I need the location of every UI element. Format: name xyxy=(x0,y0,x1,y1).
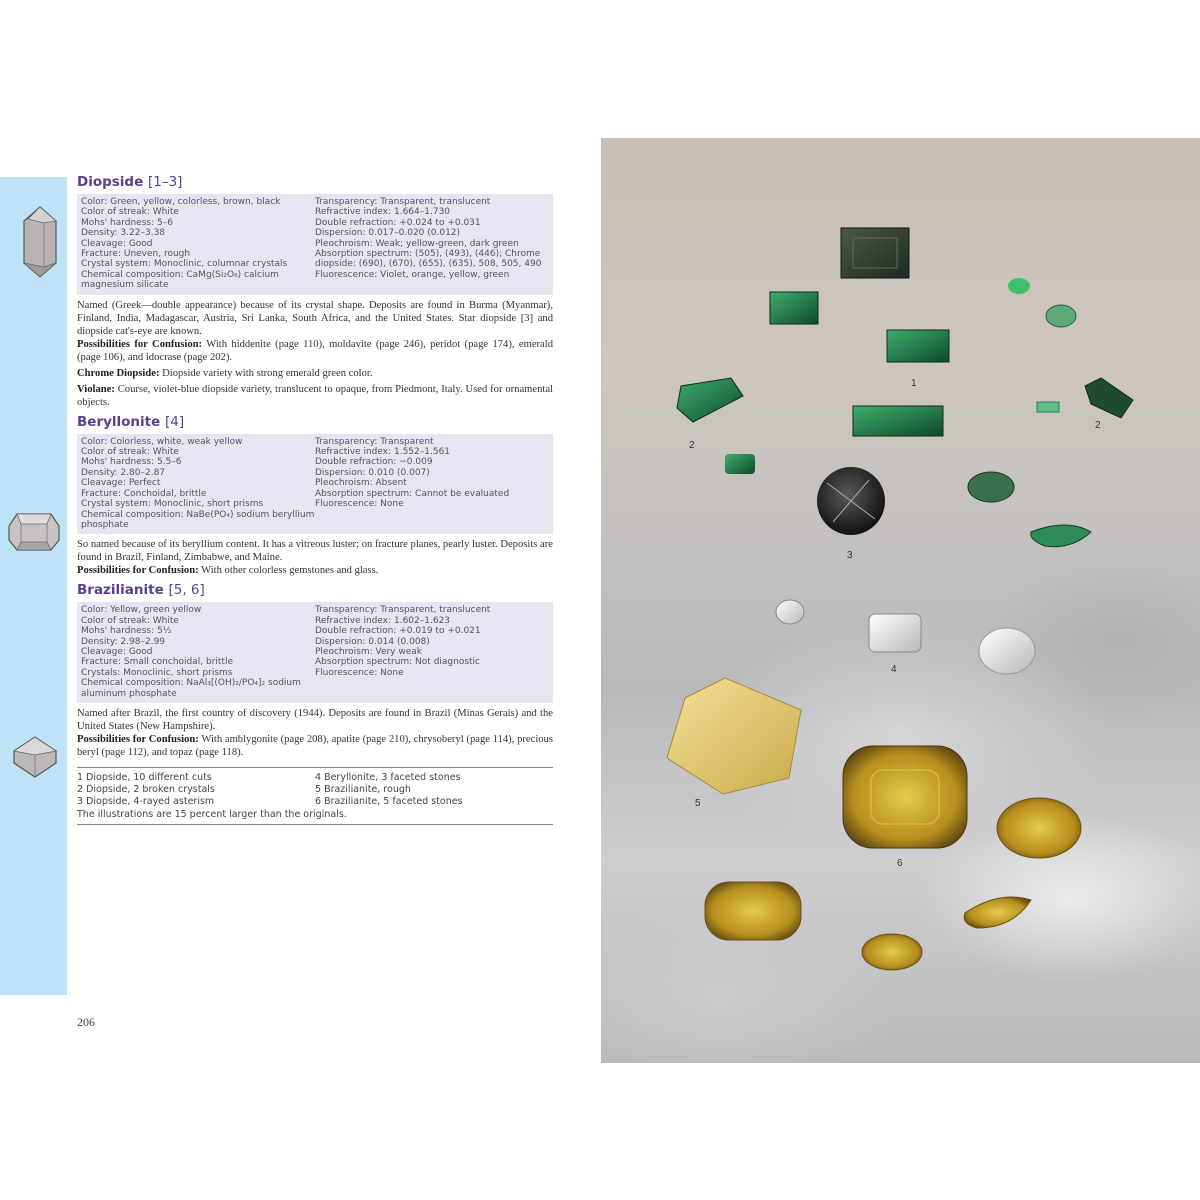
page-number: 206 xyxy=(77,1015,95,1029)
properties-box-diopside xyxy=(77,194,553,295)
properties-box-brazilianite xyxy=(77,602,553,703)
divider xyxy=(77,824,553,825)
divider xyxy=(77,767,553,768)
brazilianite-crystal-drawing xyxy=(10,735,60,779)
properties-right: Transparency: Transparent, translucent Refractive index: 1.664–1.730 Double refraction: +0.024 to +0.031 Dispersion: 0.017–0.020 (0.012) Pleochroism: Weak; yellow-green, dark green Absorption spectrum: (505), (493), (446); Chrome diopside: (690), (670), (655), (635), 508, 505, 490 Fluorescence: Violet, orange, yellow, green xyxy=(315,197,542,280)
section-title-diopside: Diopside [1–3] xyxy=(77,174,183,190)
photo-label-6: 6 xyxy=(897,858,903,869)
description-paragraph: Named (Greek—double appearance) because of its crystal shape. Deposits are found in Burma (Myanmar), Finland, India, Madagascar, Austria, Sri Lanka, South Africa, and the United States. Star diopside [3] and diopside cat's-eye are known. Possibilities for Confusion: With hiddenite (page 110), moldavite (page 246), peridot (page 174), emerald (page 106), and idocrase (page 202). xyxy=(77,299,553,363)
photo-label-2a: 2 xyxy=(689,440,695,451)
photo-label-4: 4 xyxy=(891,664,897,675)
properties-left: Color: Yellow, green yellow Color of streak: White Mohs' hardness: 5½ Density: 2.98–2.99 Cleavage: Good Fracture: Small conchoidal, brittle Crystals: Monoclinic, short prisms Chemical composition: NaAl₃[(OH)₂/PO₄]₂ sodium aluminum phosphate xyxy=(81,605,301,699)
violane-paragraph: Violane: Course, violet-blue diopside variety, translucent to opaque, from Piedmont, Italy. Used for ornamental objects. xyxy=(77,383,553,408)
description-paragraph: So named because of its beryllium content. It has a vitreous luster; on fracture planes, pearly luster. Deposits are found in Brazil, Finland, Zimbabwe, and Maine. Possibilities for Confusion: With other colorless gemstones and glass. xyxy=(77,539,553,577)
properties-right: Transparency: Transparent, translucent Refractive index: 1.602–1.623 Double refraction: +0.019 to +0.021 Dispersion: 0.014 (0.008) Pleochroism: Very weak Absorption spectrum: Not diagnostic Fluorescence: None xyxy=(315,605,491,678)
properties-right: Transparency: Transparent Refractive index: 1.552–1.561 Double refraction: −0.009 Dispersion: 0.010 (0.007) Pleochroism: Absent Absorption spectrum: Cannot be evaluated Fluorescence: None xyxy=(315,436,510,510)
legend-column-right: 4 Beryllonite, 3 faceted stones 5 Brazilianite, rough 6 Brazilianite, 5 faceted stones xyxy=(315,771,463,807)
beryllonite-crystal-drawing xyxy=(7,510,61,554)
figure-legend xyxy=(77,772,553,808)
text-column xyxy=(77,172,553,825)
properties-box-beryllonite xyxy=(77,434,553,535)
properties-left: Color: Colorless, white, weak yellow Color of streak: White Mohs' hardness: 5.5–6 Density: 2.80–2.87 Cleavage: Perfect Fracture: Conchoidal, brittle Crystal system: Monoclinic, short prisms Chemical composition: NaBe(PO₄) sodium beryllium phosphate xyxy=(81,436,315,530)
photo-label-5: 5 xyxy=(695,798,701,809)
description-paragraph: Named after Brazil, the first country of discovery (1944). Deposits are found in Brazil (Minas Gerais) and the United States (New Hampshire). Possibilities for Confusion: With amblygonite (page 208), apatite (page 210), chrysoberyl (page 114), precious beryl (page 112), and topaz (page 118). xyxy=(77,707,553,758)
diopside-crystal-drawing xyxy=(20,205,60,280)
section-title-brazilianite: Brazilianite [5, 6] xyxy=(77,582,205,599)
photo-label-3: 3 xyxy=(847,550,853,561)
section-title-beryllonite: Beryllonite [4] xyxy=(77,413,185,430)
legend-note: The illustrations are 15 percent larger than the originals. xyxy=(77,808,347,820)
photo-label-2b: 2 xyxy=(1095,420,1101,431)
photo-label-1: 1 xyxy=(911,378,917,389)
gemstone-illustration xyxy=(601,138,1200,1063)
gemstone-photo xyxy=(601,138,1200,1063)
page-margin-band xyxy=(0,177,67,995)
legend-column-left: 1 Diopside, 10 different cuts 2 Diopside, 2 broken crystals 3 Diopside, 4-rayed asterism xyxy=(77,771,215,807)
chrome-diopside-paragraph: Chrome Diopside: Diopside variety with strong emerald green color. xyxy=(77,367,373,379)
properties-left: Color: Green, yellow, colorless, brown, black Color of streak: White Mohs' hardness: 5–6 Density: 3.22–3.38 Cleavage: Good Fracture: Uneven, rough Crystal system: Monoclinic, columnar crystals Chemical composition: CaMg(Si₂O₆) calcium magnesium silicate xyxy=(81,197,288,291)
